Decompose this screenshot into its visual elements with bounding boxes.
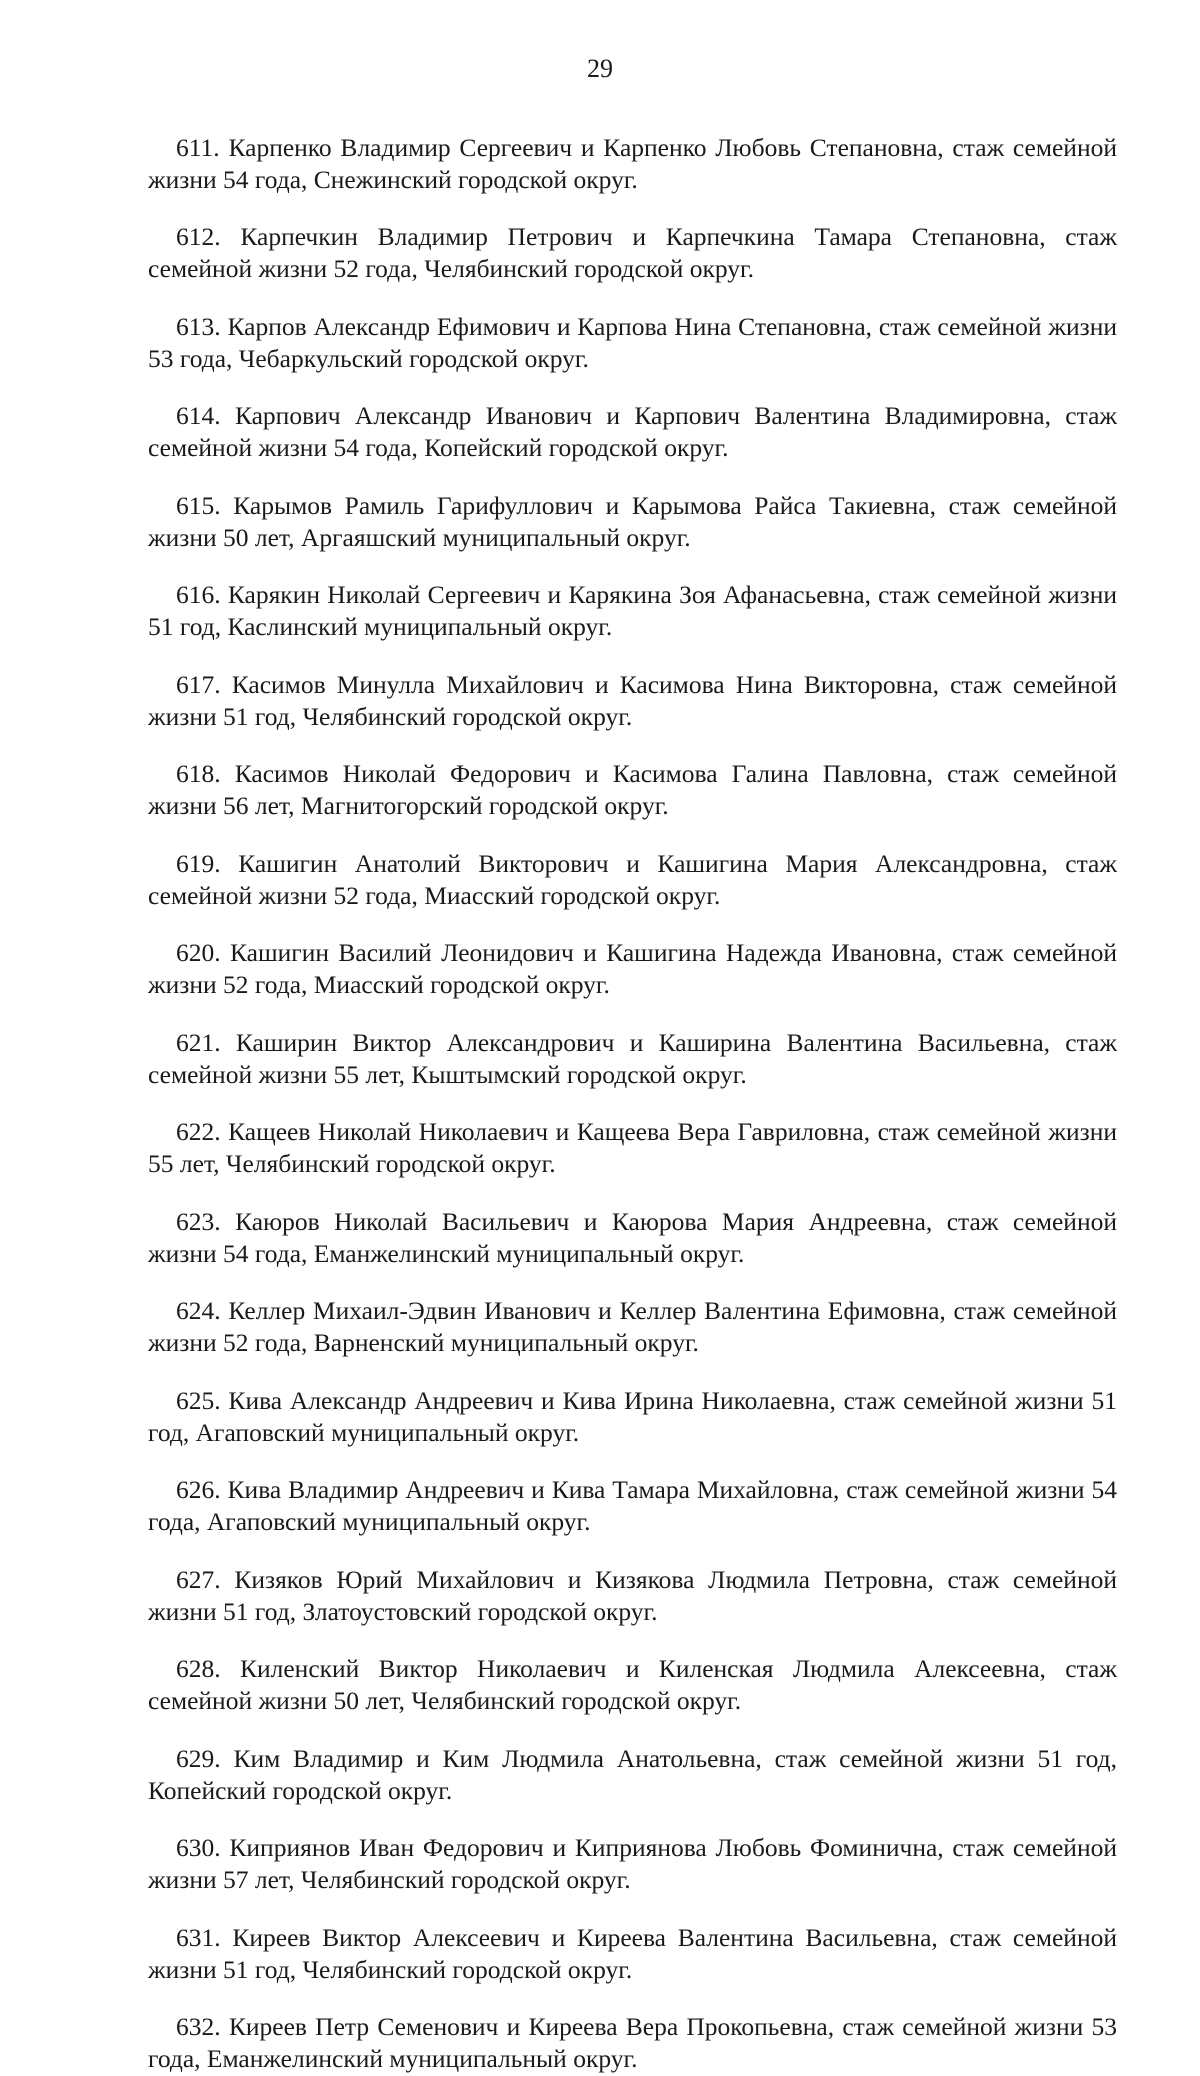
list-item: 612. Карпечкин Владимир Петрович и Карпечкина Тамара Степановна, стаж семейной жизни 52 года, Челябинский городской округ. (148, 222, 1117, 283)
list-item: 615. Карымов Рамиль Гарифуллович и Карымова Райса Такиевна, стаж семейной жизни 50 лет, Аргаяшский муниципальный округ. (148, 490, 1117, 552)
list-item: 616. Карякин Николай Сергеевич и Карякина Зоя Афанасьевна, стаж семейной жизни 51 год, Каслинский муниципальный округ. (148, 580, 1117, 641)
list-item: 621. Каширин Виктор Александрович и Каширина Валентина Васильевна, стаж семейной жизни 55 лет, Кыштымский городской округ. (148, 1027, 1117, 1089)
list-item: 622. Кащеев Николай Николаевич и Кащеева Вера Гавриловна, стаж семейной жизни 55 лет, Челябинский городской округ. (148, 1117, 1117, 1178)
list-item: 618. Касимов Николай Федорович и Касимова Галина Павловна, стаж семейной жизни 56 лет, Магнитогорский городской округ. (148, 759, 1117, 820)
list-item: 613. Карпов Александр Ефимович и Карпова Нина Степановна, стаж семейной жизни 53 года, Чебаркульский городской округ. (148, 311, 1117, 373)
list-item: 624. Келлер Михаил-Эдвин Иванович и Келлер Валентина Ефимовна, стаж семейной жизни 52 года, Варненский муниципальный округ. (148, 1296, 1117, 1357)
list-item: 632. Киреев Петр Семенович и Киреева Вера Прокопьевна, стаж семейной жизни 53 года, Еманжелинский муниципальный округ. (148, 2012, 1117, 2073)
list-item: 630. Киприянов Иван Федорович и Киприянова Любовь Фоминична, стаж семейной жизни 57 лет, Челябинский городской округ. (148, 1833, 1117, 1894)
list-item: 619. Кашигин Анатолий Викторович и Кашигина Мария Александровна, стаж семейной жизни 52 года, Миасский городской округ. (148, 848, 1117, 910)
list-item: 631. Киреев Виктор Алексеевич и Киреева Валентина Васильевна, стаж семейной жизни 51 год, Челябинский городской округ. (148, 1922, 1117, 1984)
list-item: 620. Кашигин Василий Леонидович и Кашигина Надежда Ивановна, стаж семейной жизни 52 года, Миасский городской округ. (148, 938, 1117, 999)
page-number: 29 (587, 54, 613, 83)
list-item: 627. Кизяков Юрий Михайлович и Кизякова Людмила Петровна, стаж семейной жизни 51 год, Златоустовский городской округ. (148, 1564, 1117, 1626)
list-item: 617. Касимов Минулла Михайлович и Касимова Нина Викторовна, стаж семейной жизни 51 год, Челябинский городской округ. (148, 669, 1117, 731)
list-item: 628. Киленский Виктор Николаевич и Киленская Людмила Алексеевна, стаж семейной жизни 50 лет, Челябинский городской округ. (148, 1654, 1117, 1715)
list-item: 626. Кива Владимир Андреевич и Кива Тамара Михайловна, стаж семейной жизни 54 года, Агаповский муниципальный округ. (148, 1475, 1117, 1536)
list-item: 623. Каюров Николай Васильевич и Каюрова Мария Андреевна, стаж семейной жизни 54 года, Еманжелинский муниципальный округ. (148, 1206, 1117, 1268)
list-item: 625. Кива Александр Андреевич и Кива Ирина Николаевна, стаж семейной жизни 51 год, Агаповский муниципальный округ. (148, 1385, 1117, 1447)
list-item: 611. Карпенко Владимир Сергеевич и Карпенко Любовь Степановна, стаж семейной жизни 54 года, Снежинский городской округ. (148, 132, 1117, 194)
entry-list (148, 106, 1117, 2076)
list-item: 629. Ким Владимир и Ким Людмила Анатольевна, стаж семейной жизни 51 год, Копейский городской округ. (148, 1743, 1117, 1805)
list-item: 614. Карпович Александр Иванович и Карпович Валентина Владимировна, стаж семейной жизни 54 года, Копейский городской округ. (148, 401, 1117, 462)
